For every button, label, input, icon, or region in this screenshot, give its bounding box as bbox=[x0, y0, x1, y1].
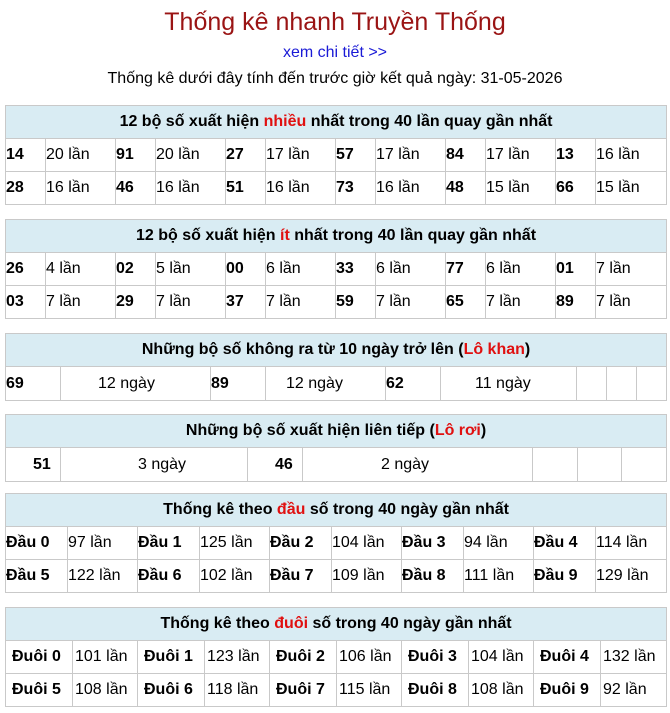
head-label-cell: Đầu 1 bbox=[138, 527, 200, 560]
number-cell: 84 bbox=[446, 139, 486, 172]
count-cell: 104 lần bbox=[469, 641, 534, 674]
count-cell: 7 lần bbox=[266, 286, 336, 319]
table-row bbox=[6, 367, 667, 401]
count-cell: 97 lần bbox=[68, 527, 138, 560]
count-cell: 17 lần bbox=[266, 139, 336, 172]
count-cell: 15 lần bbox=[486, 172, 556, 205]
most-frequent-header: 12 bộ số xuất hiện nhiều nhất trong 40 lần quay gần nhất bbox=[6, 106, 667, 139]
count-cell: 94 lần bbox=[464, 527, 534, 560]
count-cell: 7 lần bbox=[46, 286, 116, 319]
count-cell: 129 lần bbox=[596, 560, 667, 593]
count-cell: 108 lần bbox=[73, 674, 138, 707]
count-cell: 101 lần bbox=[73, 641, 138, 674]
tail-label-cell: Đuôi 0 bbox=[6, 641, 73, 674]
count-cell: 114 lần bbox=[596, 527, 667, 560]
count-cell: 16 lần bbox=[156, 172, 226, 205]
count-cell: 108 lần bbox=[469, 674, 534, 707]
lo-roi-header: Những bộ số xuất hiện liên tiếp (Lô rơi) bbox=[6, 415, 667, 448]
empty-cell bbox=[607, 367, 637, 401]
least-frequent-header: 12 bộ số xuất hiện ít nhất trong 40 lần quay gần nhất bbox=[6, 220, 667, 253]
number-cell: 57 bbox=[336, 139, 376, 172]
number-cell: 27 bbox=[226, 139, 266, 172]
number-cell: 89 bbox=[211, 367, 266, 401]
tail-label-cell: Đuôi 7 bbox=[270, 674, 337, 707]
table-row bbox=[6, 172, 667, 205]
head-label-cell: Đầu 8 bbox=[402, 560, 464, 593]
number-cell: 77 bbox=[446, 253, 486, 286]
head-stats-header: Thống kê theo đầu số trong 40 ngày gần nhất bbox=[6, 494, 667, 527]
number-cell: 51 bbox=[6, 448, 61, 482]
tail-label-cell: Đuôi 1 bbox=[138, 641, 205, 674]
days-cell: 11 ngày bbox=[441, 367, 577, 401]
empty-cell bbox=[578, 448, 622, 482]
tail-label-cell: Đuôi 9 bbox=[534, 674, 601, 707]
number-cell: 46 bbox=[116, 172, 156, 205]
head-label-cell: Đầu 2 bbox=[270, 527, 332, 560]
number-cell: 33 bbox=[336, 253, 376, 286]
days-cell: 2 ngày bbox=[303, 448, 533, 482]
tail-stats-table bbox=[5, 607, 667, 707]
number-cell: 62 bbox=[386, 367, 441, 401]
lo-khan-header: Những bộ số không ra từ 10 ngày trở lên (Lô khan) bbox=[6, 334, 667, 367]
number-cell: 26 bbox=[6, 253, 46, 286]
number-cell: 14 bbox=[6, 139, 46, 172]
tail-label-cell: Đuôi 2 bbox=[270, 641, 337, 674]
number-cell: 00 bbox=[226, 253, 266, 286]
count-cell: 104 lần bbox=[332, 527, 402, 560]
count-cell: 109 lần bbox=[332, 560, 402, 593]
head-label-cell: Đầu 5 bbox=[6, 560, 68, 593]
count-cell: 20 lần bbox=[46, 139, 116, 172]
empty-cell bbox=[622, 448, 667, 482]
count-cell: 102 lần bbox=[200, 560, 270, 593]
number-cell: 02 bbox=[116, 253, 156, 286]
table-row bbox=[6, 286, 667, 319]
count-cell: 125 lần bbox=[200, 527, 270, 560]
number-cell: 37 bbox=[226, 286, 266, 319]
count-cell: 123 lần bbox=[205, 641, 270, 674]
days-cell: 12 ngày bbox=[266, 367, 386, 401]
number-cell: 65 bbox=[446, 286, 486, 319]
head-label-cell: Đầu 0 bbox=[6, 527, 68, 560]
number-cell: 91 bbox=[116, 139, 156, 172]
table-row bbox=[6, 560, 667, 593]
head-label-cell: Đầu 3 bbox=[402, 527, 464, 560]
empty-cell bbox=[577, 367, 607, 401]
lo-khan-table bbox=[5, 333, 667, 401]
number-cell: 29 bbox=[116, 286, 156, 319]
days-cell: 12 ngày bbox=[61, 367, 211, 401]
count-cell: 7 lần bbox=[486, 286, 556, 319]
count-cell: 20 lần bbox=[156, 139, 226, 172]
count-cell: 122 lần bbox=[68, 560, 138, 593]
count-cell: 7 lần bbox=[596, 286, 667, 319]
tail-label-cell: Đuôi 5 bbox=[6, 674, 73, 707]
most-frequent-table bbox=[5, 105, 667, 205]
count-cell: 16 lần bbox=[266, 172, 336, 205]
tail-label-cell: Đuôi 3 bbox=[402, 641, 469, 674]
table-row bbox=[6, 253, 667, 286]
count-cell: 4 lần bbox=[46, 253, 116, 286]
count-cell: 111 lần bbox=[464, 560, 534, 593]
count-cell: 16 lần bbox=[46, 172, 116, 205]
table-row bbox=[6, 641, 667, 674]
count-cell: 5 lần bbox=[156, 253, 226, 286]
head-label-cell: Đầu 6 bbox=[138, 560, 200, 593]
number-cell: 46 bbox=[248, 448, 303, 482]
number-cell: 01 bbox=[556, 253, 596, 286]
empty-cell bbox=[533, 448, 578, 482]
table-row bbox=[6, 527, 667, 560]
number-cell: 13 bbox=[556, 139, 596, 172]
number-cell: 89 bbox=[556, 286, 596, 319]
detail-link[interactable]: xem chi tiết >> bbox=[282, 44, 388, 61]
number-cell: 73 bbox=[336, 172, 376, 205]
count-cell: 6 lần bbox=[486, 253, 556, 286]
head-stats-table bbox=[5, 493, 667, 593]
page-title: Thống kê nhanh Truyền Thống bbox=[164, 8, 506, 36]
lo-roi-table bbox=[5, 414, 667, 482]
head-label-cell: Đầu 7 bbox=[270, 560, 332, 593]
count-cell: 6 lần bbox=[266, 253, 336, 286]
number-cell: 66 bbox=[556, 172, 596, 205]
days-cell: 3 ngày bbox=[61, 448, 248, 482]
count-cell: 15 lần bbox=[596, 172, 667, 205]
empty-cell bbox=[637, 367, 667, 401]
tail-label-cell: Đuôi 6 bbox=[138, 674, 205, 707]
number-cell: 51 bbox=[226, 172, 266, 205]
count-cell: 7 lần bbox=[596, 253, 667, 286]
count-cell: 115 lần bbox=[337, 674, 402, 707]
table-row bbox=[6, 674, 667, 707]
tail-label-cell: Đuôi 4 bbox=[534, 641, 601, 674]
table-row bbox=[6, 448, 667, 482]
count-cell: 16 lần bbox=[596, 139, 667, 172]
head-label-cell: Đầu 4 bbox=[534, 527, 596, 560]
count-cell: 106 lần bbox=[337, 641, 402, 674]
least-frequent-table bbox=[5, 219, 667, 319]
count-cell: 118 lần bbox=[205, 674, 270, 707]
count-cell: 132 lần bbox=[601, 641, 667, 674]
tail-stats-header: Thống kê theo đuôi số trong 40 ngày gần nhất bbox=[6, 608, 667, 641]
number-cell: 48 bbox=[446, 172, 486, 205]
head-label-cell: Đầu 9 bbox=[534, 560, 596, 593]
stats-date-subtitle: Thống kê dưới đây tính đến trước giờ kết quả ngày: 31-05-2026 bbox=[107, 70, 563, 87]
count-cell: 6 lần bbox=[376, 253, 446, 286]
count-cell: 7 lần bbox=[156, 286, 226, 319]
count-cell: 17 lần bbox=[486, 139, 556, 172]
table-row bbox=[6, 139, 667, 172]
tail-label-cell: Đuôi 8 bbox=[402, 674, 469, 707]
count-cell: 92 lần bbox=[601, 674, 667, 707]
number-cell: 28 bbox=[6, 172, 46, 205]
count-cell: 7 lần bbox=[376, 286, 446, 319]
number-cell: 03 bbox=[6, 286, 46, 319]
number-cell: 69 bbox=[6, 367, 61, 401]
count-cell: 17 lần bbox=[376, 139, 446, 172]
number-cell: 59 bbox=[336, 286, 376, 319]
count-cell: 16 lần bbox=[376, 172, 446, 205]
